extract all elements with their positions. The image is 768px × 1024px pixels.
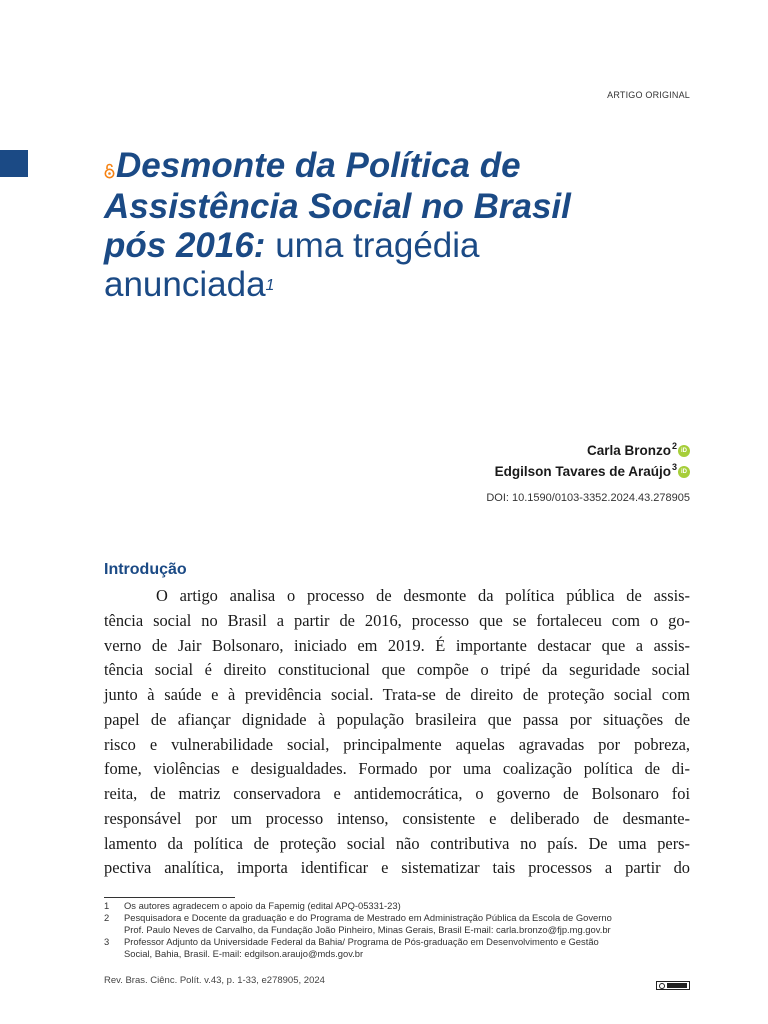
title-line-2: Assistência Social no Brasil [104, 187, 571, 226]
title-line-3: pós 2016: [104, 226, 266, 265]
footnote-number: 3 [104, 936, 110, 947]
footnote-text: Pesquisadora e Docente da graduação e do Programa de Mestrado em Administração Pública da Escola de Governo [124, 912, 612, 923]
body-line: lamento da política de proteção social não contributiva no país. De uma pers- [104, 833, 690, 853]
cc-circle-icon [659, 983, 665, 989]
cc-bar-icon [667, 983, 687, 988]
open-access-lock-icon[interactable] [104, 148, 115, 187]
title-footnote-mark[interactable]: 1 [265, 277, 275, 294]
body-line: responsável por um processo intenso, consistente e deliberado de desmante- [104, 808, 690, 828]
body-line: O artigo analisa o processo de desmonte da política pública de assis- [156, 586, 690, 605]
article-title [104, 146, 684, 304]
body-line: tência social é direito constitucional que compõe o tripé da seguridade social [104, 660, 690, 680]
body-paragraph [104, 584, 690, 881]
orcid-icon[interactable]: iD [678, 466, 690, 478]
author-name: Edgilson Tavares de Araújo [494, 464, 671, 479]
footnote [104, 900, 694, 912]
body-line: papel de afiançar dignidade à população brasileira que passa por situações de [104, 709, 690, 729]
author-list [495, 440, 690, 482]
footnote [104, 912, 694, 936]
author-entry [495, 461, 690, 482]
footnote-number: 1 [104, 900, 110, 911]
subtitle-part-2: anunciada [104, 265, 266, 304]
body-line: risco e vulnerabilidade social, principalmente aquelas agravadas por pobreza, [104, 734, 690, 754]
footnote-text: Social, Bahia, Brasil. E-mail: edgilson.araujo@mds.gov.br [124, 948, 364, 959]
body-line: junto à saúde e à previdência social. Trata-se de direito de proteção social com [104, 685, 690, 704]
body-line: verno de Jair Bolsonaro, iniciado em 2019. É importante destacar que a assis- [104, 635, 690, 655]
body-line: pectiva analítica, importa identificar e sistematizar tais processos a partir do [104, 858, 690, 878]
author-note-mark[interactable]: 3 [671, 462, 677, 472]
footnote [104, 936, 694, 960]
body-line: tência social no Brasil a partir de 2016, processo que se fortaleceu com o go- [104, 610, 690, 630]
body-line: reita, de matriz conservadora e antidemocrática, o governo de Bolsonaro foi [104, 784, 690, 803]
author-entry [495, 440, 690, 461]
title-line-1: Desmonte da Política de [116, 146, 521, 185]
footnote-divider [104, 897, 235, 898]
footnote-text: Professor Adjunto da Universidade Federal da Bahia/ Programa de Pós-graduação em Desenvolvimento e Gestão [124, 936, 599, 947]
footnote-text: Os autores agradecem o apoio da Fapemig (edital APQ-05331-23) [124, 900, 401, 911]
body-line: fome, violências e desigualdades. Formado por uma coalização política de di- [104, 759, 690, 779]
subtitle-part-1: uma tragédia [275, 226, 480, 265]
section-heading: Introdução [104, 561, 187, 578]
footnotes [104, 900, 694, 960]
footnote-number: 2 [104, 912, 110, 923]
orcid-icon[interactable]: iD [678, 445, 690, 457]
article-type-label: ARTIGO ORIGINAL [607, 90, 690, 100]
side-color-marker [0, 150, 28, 177]
footnote-text: Prof. Paulo Neves de Carvalho, da Fundação João Pinheiro, Minas Gerais, Brasil E-mail: carla.bronzo@fjp.mg.gov.br [124, 924, 611, 935]
creative-commons-badge-icon[interactable] [656, 981, 690, 990]
author-note-mark[interactable]: 2 [671, 441, 677, 451]
author-name: Carla Bronzo [586, 443, 671, 458]
journal-reference: Rev. Bras. Ciênc. Polít. v.43, p. 1-33, e278905, 2024 [104, 975, 325, 986]
doi-link[interactable]: DOI: 10.1590/0103-3352.2024.43.278905 [486, 492, 690, 504]
